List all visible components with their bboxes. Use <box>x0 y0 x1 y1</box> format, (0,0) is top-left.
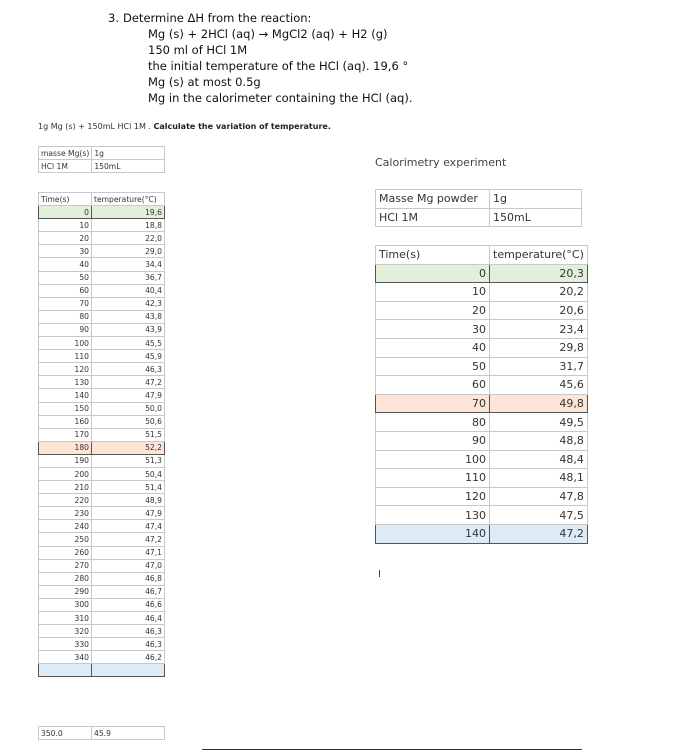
small-time-cell[interactable]: 310 <box>39 612 92 625</box>
big-row <box>376 376 588 395</box>
small-time-cell[interactable]: 220 <box>39 494 92 507</box>
small-temp-cell[interactable]: 46,6 <box>92 598 165 611</box>
small-temp-cell[interactable]: 45,9 <box>92 350 165 363</box>
big-time-cell[interactable]: 40 <box>376 338 490 357</box>
small-temp-cell[interactable]: 47,2 <box>92 533 165 546</box>
small-temp-cell[interactable]: 40,4 <box>92 284 165 297</box>
big-time-cell[interactable]: 80 <box>376 413 490 432</box>
small-row <box>39 297 165 310</box>
big-row <box>376 264 588 283</box>
small-row <box>39 507 165 520</box>
big-row <box>376 320 588 339</box>
big-row <box>376 450 588 469</box>
big-header-row <box>376 246 588 265</box>
caption-bold: Calculate the variation of temperature. <box>153 122 331 131</box>
big-info-label[interactable]: Masse Mg powder <box>376 190 490 209</box>
big-row <box>376 524 588 543</box>
big-info-value[interactable]: 150mL <box>490 208 582 227</box>
small-temp-cell[interactable]: 46,3 <box>92 625 165 638</box>
big-time-cell[interactable]: 90 <box>376 431 490 450</box>
small-temp-cell[interactable]: 43,8 <box>92 310 165 323</box>
small-temp-cell[interactable]: 46,8 <box>92 572 165 585</box>
small-time-cell[interactable]: 180 <box>39 441 92 454</box>
small-temp-cell[interactable]: 29,0 <box>92 245 165 258</box>
small-time-cell[interactable]: 10 <box>39 219 92 232</box>
small-row <box>39 651 165 664</box>
small-temp-cell[interactable]: 50,4 <box>92 467 165 480</box>
small-time-cell[interactable]: 290 <box>39 585 92 598</box>
small-footer-table <box>38 726 165 740</box>
small-time-cell[interactable]: 120 <box>39 363 92 376</box>
big-row <box>376 413 588 432</box>
small-row <box>39 585 165 598</box>
big-temp-cell[interactable]: 48,1 <box>490 469 588 488</box>
small-row <box>39 232 165 245</box>
small-row <box>39 323 165 336</box>
big-temp-cell[interactable]: 31,7 <box>490 357 588 376</box>
big-info-value[interactable]: 1g <box>490 190 582 209</box>
small-row <box>39 310 165 323</box>
small-info-value[interactable]: 150mL <box>92 160 165 173</box>
small-temp-cell[interactable]: 46,7 <box>92 585 165 598</box>
small-temp-cell[interactable]: 47,0 <box>92 559 165 572</box>
question-line-5: Mg (s) at most 0.5g <box>148 75 261 89</box>
question-line-1: Determine ΔH from the reaction: <box>123 11 312 25</box>
small-temp-cell[interactable]: 42,3 <box>92 297 165 310</box>
small-row <box>39 389 165 402</box>
question-block <box>0 10 676 110</box>
question-line-2: Mg (s) + 2HCl (aq) → MgCl2 (aq) + H2 (g) <box>148 27 388 41</box>
big-time-cell[interactable]: 70 <box>376 394 490 413</box>
small-time-cell[interactable]: 0 <box>39 206 92 219</box>
small-temp-cell[interactable]: 43,9 <box>92 323 165 336</box>
small-temp-cell[interactable]: 50,6 <box>92 415 165 428</box>
small-row <box>39 415 165 428</box>
big-info-table <box>375 189 582 227</box>
small-temp-cell[interactable]: 19,6 <box>92 206 165 219</box>
small-time-cell[interactable]: 270 <box>39 559 92 572</box>
small-row <box>39 350 165 363</box>
big-time-cell[interactable]: 20 <box>376 301 490 320</box>
small-row <box>39 245 165 258</box>
small-footer-time[interactable]: 350.0 <box>39 727 92 740</box>
small-time-cell[interactable]: 340 <box>39 651 92 664</box>
small-row <box>39 638 165 651</box>
big-row <box>376 506 588 525</box>
small-info-label[interactable]: HCl 1M <box>39 160 92 173</box>
text-cursor-mark <box>379 570 380 577</box>
small-row <box>39 559 165 572</box>
small-time-cell[interactable] <box>39 664 92 677</box>
big-temp-cell[interactable]: 23,4 <box>490 320 588 339</box>
small-row <box>39 572 165 585</box>
divider-line <box>202 749 582 750</box>
big-row <box>376 394 588 413</box>
big-time-cell[interactable]: 10 <box>376 283 490 302</box>
big-info-label[interactable]: HCl 1M <box>376 208 490 227</box>
big-time-cell[interactable]: 140 <box>376 524 490 543</box>
small-header-time[interactable]: Time(s) <box>39 193 92 206</box>
big-temp-cell[interactable]: 47,2 <box>490 524 588 543</box>
small-time-cell[interactable]: 60 <box>39 284 92 297</box>
small-time-cell[interactable]: 80 <box>39 310 92 323</box>
small-footer-row <box>39 727 165 740</box>
big-time-cell[interactable]: 120 <box>376 487 490 506</box>
small-temp-cell[interactable]: 51,3 <box>92 454 165 467</box>
question-line-3: 150 ml of HCl 1M <box>148 43 248 57</box>
question-line-4: the initial temperature of the HCl (aq). 19,6 ° <box>148 59 409 73</box>
big-row <box>376 357 588 376</box>
small-time-cell[interactable]: 70 <box>39 297 92 310</box>
small-row <box>39 546 165 559</box>
small-temp-cell[interactable]: 36,7 <box>92 271 165 284</box>
small-temp-cell[interactable]: 46,4 <box>92 612 165 625</box>
big-time-cell[interactable]: 30 <box>376 320 490 339</box>
small-temp-cell[interactable]: 47,2 <box>92 376 165 389</box>
small-time-cell[interactable]: 230 <box>39 507 92 520</box>
small-info-label[interactable]: masse Mg(s) <box>39 147 92 160</box>
big-header-time[interactable]: Time(s) <box>376 246 490 265</box>
small-info-value[interactable]: 1g <box>92 147 165 160</box>
small-time-cell[interactable]: 100 <box>39 337 92 350</box>
small-row <box>39 206 165 219</box>
small-row <box>39 467 165 480</box>
small-info-table <box>38 146 165 173</box>
small-row <box>39 428 165 441</box>
small-temp-cell[interactable] <box>92 664 165 677</box>
small-row <box>39 664 165 677</box>
big-row <box>376 338 588 357</box>
small-time-cell[interactable]: 330 <box>39 638 92 651</box>
big-info-row <box>376 190 582 209</box>
small-time-cell[interactable]: 300 <box>39 598 92 611</box>
big-row <box>376 469 588 488</box>
small-row <box>39 481 165 494</box>
big-time-cell[interactable]: 110 <box>376 469 490 488</box>
small-row <box>39 454 165 467</box>
big-temp-cell[interactable]: 49,8 <box>490 394 588 413</box>
big-row <box>376 487 588 506</box>
small-time-cell[interactable]: 210 <box>39 481 92 494</box>
big-time-cell[interactable]: 0 <box>376 264 490 283</box>
small-info-row <box>39 160 165 173</box>
small-time-cell[interactable]: 200 <box>39 467 92 480</box>
small-temp-cell[interactable]: 22,0 <box>92 232 165 245</box>
big-time-cell[interactable]: 130 <box>376 506 490 525</box>
small-temp-cell[interactable]: 46,2 <box>92 651 165 664</box>
small-temp-cell[interactable]: 47,1 <box>92 546 165 559</box>
big-temp-cell[interactable]: 48,4 <box>490 450 588 469</box>
small-temp-cell[interactable]: 46,3 <box>92 638 165 651</box>
small-temp-cell[interactable]: 45,5 <box>92 337 165 350</box>
big-data-table <box>375 245 588 544</box>
small-row <box>39 402 165 415</box>
small-header-temp[interactable]: temperature(°C) <box>92 193 165 206</box>
small-time-cell[interactable]: 140 <box>39 389 92 402</box>
small-time-cell[interactable]: 30 <box>39 245 92 258</box>
small-row <box>39 533 165 546</box>
small-time-cell[interactable]: 250 <box>39 533 92 546</box>
big-info-row <box>376 208 582 227</box>
small-time-cell[interactable]: 110 <box>39 350 92 363</box>
small-temp-cell[interactable]: 51,5 <box>92 428 165 441</box>
small-time-cell[interactable]: 170 <box>39 428 92 441</box>
small-info-row <box>39 147 165 160</box>
caption <box>38 122 331 131</box>
small-time-cell[interactable]: 90 <box>39 323 92 336</box>
big-time-cell[interactable]: 50 <box>376 357 490 376</box>
small-time-cell[interactable]: 160 <box>39 415 92 428</box>
small-time-cell[interactable]: 280 <box>39 572 92 585</box>
question-number: 3. <box>108 11 119 25</box>
small-time-cell[interactable]: 190 <box>39 454 92 467</box>
small-row <box>39 598 165 611</box>
small-temp-cell[interactable]: 18,8 <box>92 219 165 232</box>
small-row <box>39 363 165 376</box>
question-line-6: Mg in the calorimeter containing the HCl (aq). <box>148 91 413 105</box>
small-row <box>39 337 165 350</box>
small-row <box>39 625 165 638</box>
small-temp-cell[interactable]: 48,9 <box>92 494 165 507</box>
small-temp-cell[interactable]: 47,9 <box>92 389 165 402</box>
big-temp-cell[interactable]: 45,6 <box>490 376 588 395</box>
small-time-cell[interactable]: 150 <box>39 402 92 415</box>
big-temp-cell[interactable]: 20,2 <box>490 283 588 302</box>
small-temp-cell[interactable]: 51,4 <box>92 481 165 494</box>
big-row <box>376 283 588 302</box>
big-time-cell[interactable]: 100 <box>376 450 490 469</box>
small-footer-temp[interactable]: 45.9 <box>92 727 165 740</box>
small-time-cell[interactable]: 20 <box>39 232 92 245</box>
small-row <box>39 494 165 507</box>
small-temp-cell[interactable]: 50,0 <box>92 402 165 415</box>
big-temp-cell[interactable]: 48,8 <box>490 431 588 450</box>
big-temp-cell[interactable]: 47,8 <box>490 487 588 506</box>
big-temp-cell[interactable]: 47,5 <box>490 506 588 525</box>
small-temp-cell[interactable]: 52,2 <box>92 441 165 454</box>
small-row <box>39 520 165 533</box>
small-time-cell[interactable]: 40 <box>39 258 92 271</box>
small-row <box>39 219 165 232</box>
small-time-cell[interactable]: 130 <box>39 376 92 389</box>
small-time-cell[interactable]: 320 <box>39 625 92 638</box>
small-time-cell[interactable]: 240 <box>39 520 92 533</box>
big-temp-cell[interactable]: 29,8 <box>490 338 588 357</box>
small-data-table <box>38 192 165 677</box>
big-temp-cell[interactable]: 20,3 <box>490 264 588 283</box>
big-time-cell[interactable]: 60 <box>376 376 490 395</box>
small-row <box>39 612 165 625</box>
small-row <box>39 284 165 297</box>
big-temp-cell[interactable]: 20,6 <box>490 301 588 320</box>
small-temp-cell[interactable]: 34,4 <box>92 258 165 271</box>
big-row <box>376 301 588 320</box>
small-header-row <box>39 193 165 206</box>
small-row <box>39 376 165 389</box>
small-temp-cell[interactable]: 47,9 <box>92 507 165 520</box>
small-time-cell[interactable]: 260 <box>39 546 92 559</box>
small-row <box>39 441 165 454</box>
big-header-temp[interactable]: temperature(°C) <box>490 246 588 265</box>
small-temp-cell[interactable]: 47,4 <box>92 520 165 533</box>
small-row <box>39 271 165 284</box>
small-time-cell[interactable]: 50 <box>39 271 92 284</box>
big-table-title: Calorimetry experiment <box>375 156 507 169</box>
small-row <box>39 258 165 271</box>
big-temp-cell[interactable]: 49,5 <box>490 413 588 432</box>
caption-prefix: 1g Mg (s) + 150mL HCl 1M . <box>38 122 154 131</box>
small-temp-cell[interactable]: 46,3 <box>92 363 165 376</box>
big-row <box>376 431 588 450</box>
